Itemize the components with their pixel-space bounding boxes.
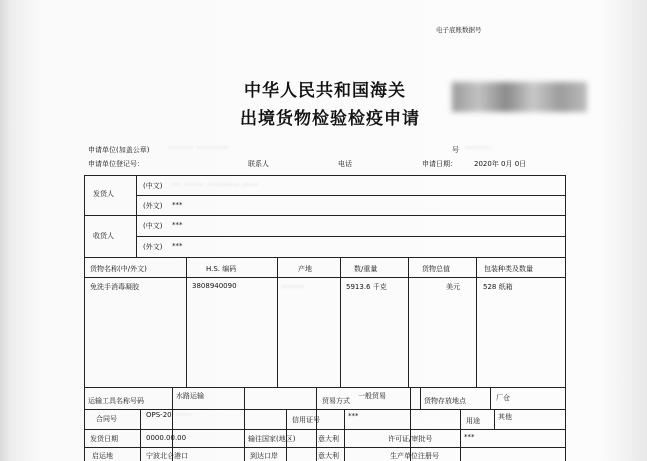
- redacted-shipper-cn: ··· ······ ·········· ·····: [172, 181, 260, 189]
- dest-country-label: 输往国家(地区): [248, 435, 296, 443]
- contract-value: OPS-20: [146, 411, 172, 419]
- storage-label: 货物存放地点: [424, 397, 466, 405]
- date-label: 申请日期：: [422, 160, 457, 168]
- credit-value: ***: [348, 412, 359, 420]
- row5-departure-label: 启运地: [92, 452, 113, 460]
- goods-header-hs-code: H.S. 编码: [206, 265, 237, 273]
- title-application: 出境货物检验检疫申请: [240, 109, 420, 129]
- trade-mode-value: 一般贸易: [358, 392, 386, 400]
- goods-hs-code-value: 3808940090: [192, 282, 237, 290]
- credit-label: 信用证号: [292, 416, 320, 424]
- shipper-cn-label: (中文): [143, 182, 163, 190]
- purpose-label: 用途: [466, 417, 480, 425]
- phone-label: 电话: [338, 160, 352, 168]
- electronic-record-number-label: 电子底账数据号: [436, 26, 482, 34]
- contract-label: 合同号: [96, 415, 117, 423]
- consignee-cn-value: ***: [172, 221, 183, 229]
- consignee-foreign-label: (外文): [143, 243, 163, 251]
- shipper-foreign-label: (外文): [143, 202, 163, 210]
- ship-date-value: 0000.00.00: [146, 434, 187, 442]
- redacted-origin: ·······: [282, 283, 305, 291]
- shipper-label: 发货人: [93, 190, 114, 198]
- row5-producer-label: 生产单位注册号: [390, 452, 439, 460]
- ship-date-label: 发货日期: [90, 435, 118, 443]
- consignee-label: 收货人: [93, 232, 114, 240]
- goods-packing-value: 528 纸箱: [483, 283, 513, 291]
- redacted-contract: ·····: [176, 411, 193, 419]
- goods-name-value: 免洗手消毒凝胶: [90, 283, 139, 291]
- permit-label: 许可证/审批号: [388, 435, 433, 443]
- transport-value: 水路运输: [176, 392, 204, 400]
- row5-arrival-label: 到达口岸: [250, 452, 278, 460]
- purpose-value: 其他: [498, 413, 512, 421]
- goods-header-packing: 包装种类及数量: [484, 265, 533, 273]
- applicant-unit-label: 申请单位(加盖公章): [88, 146, 150, 154]
- storage-value: 厂仓: [496, 394, 510, 402]
- transport-label: 运输工具名称号码: [88, 397, 144, 405]
- redacted-number: ········: [466, 144, 492, 152]
- row5-departure-value: 宁波北仑港口: [146, 452, 188, 460]
- date-value: 2020年 0月 0日: [474, 160, 527, 168]
- goods-header-value: 货物总值: [422, 265, 450, 273]
- shipper-foreign-value: ***: [172, 201, 183, 209]
- redacted-applicant-unit: ········ ··········: [168, 144, 230, 152]
- row5-arrival-value: 意大利: [318, 452, 339, 460]
- goods-header-origin: 产地: [298, 265, 312, 273]
- title-customs: 中华人民共和国海关: [244, 81, 406, 101]
- contact-label: 联系人: [248, 160, 269, 168]
- consignee-cn-label: (中文): [143, 222, 163, 230]
- goods-header-name: 货物名称(中/外文): [90, 265, 147, 273]
- permit-value: ***: [464, 433, 475, 441]
- number-label: 号: [452, 146, 459, 154]
- goods-header-quantity: 数/重量: [354, 265, 378, 273]
- applicant-reg-no-label: 申请单位登记号：: [88, 160, 144, 168]
- goods-value-currency: 美元: [446, 283, 460, 291]
- dest-country-value: 意大利: [318, 435, 339, 443]
- goods-quantity-value: 5913.6 千克: [346, 283, 387, 291]
- trade-mode-label: 贸易方式: [322, 397, 350, 405]
- redacted-barcode: [452, 82, 587, 112]
- consignee-foreign-value: ***: [172, 242, 183, 250]
